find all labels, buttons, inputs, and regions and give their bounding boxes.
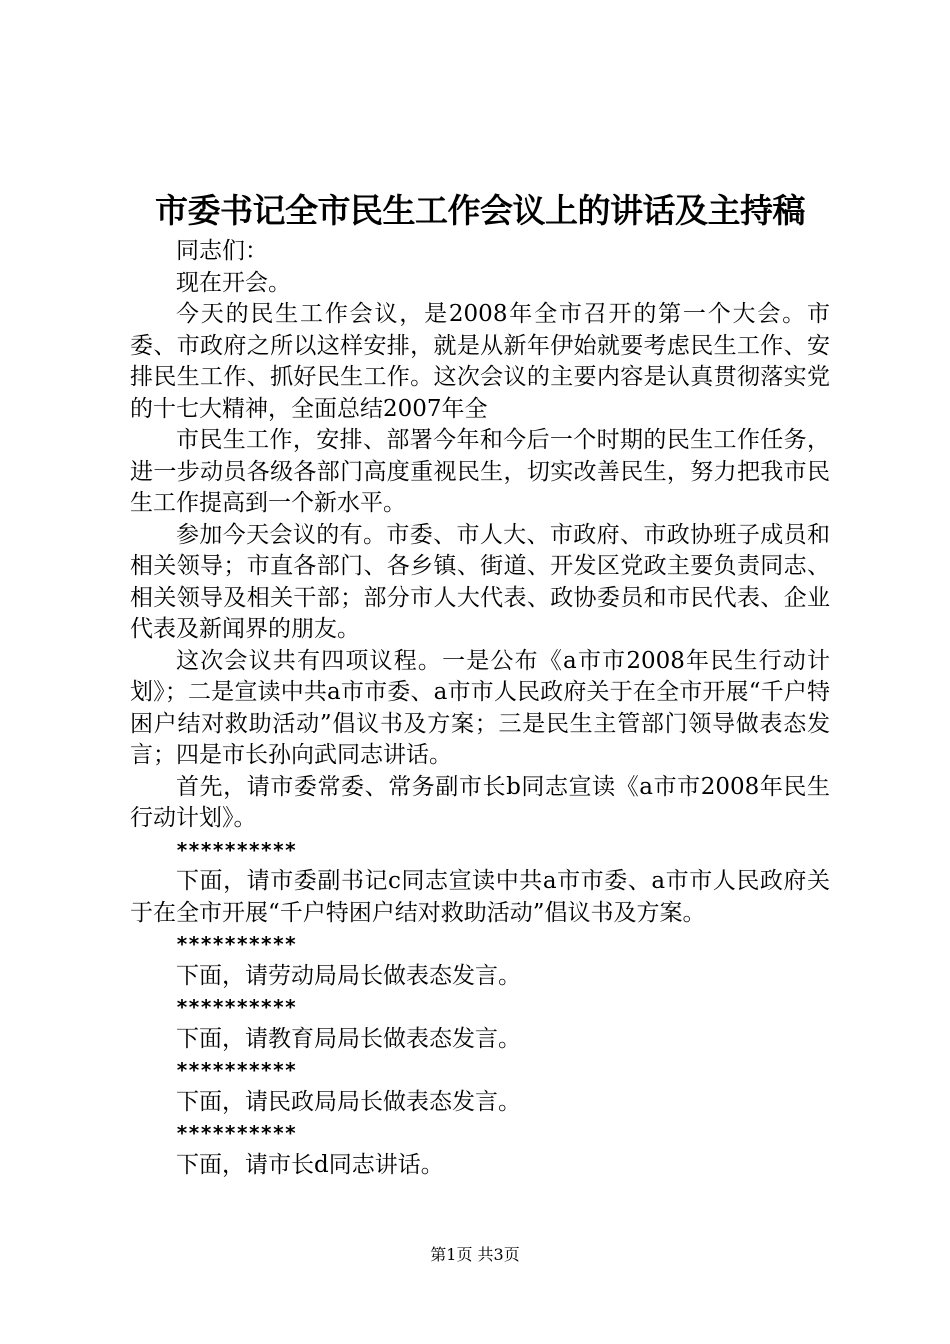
separator-stars: ********** (176, 995, 297, 1019)
separator-stars: ********** (176, 1058, 297, 1082)
paragraph: 参加今天会议的有。市委、市人大、市政府、市政协班子成员和相关领导；市直各部门、各乡镇、街道、开发区党政主要负责同志、相关领导及相关干部；部分市人大代表、政协委员和市民代表、企业代表及新闻界的朋友。 (130, 521, 830, 642)
paragraph: 下面，请市委副书记c同志宣读中共a市市委、a市市人民政府关于在全市开展“千户特困户结对救助活动”倡议书及方案。 (130, 868, 830, 926)
document-title: 市委书记全市民生工作会议上的讲话及主持稿 (155, 191, 805, 230)
salutation: 同志们： (176, 238, 268, 264)
paragraph: 下面，请劳动局局长做表态发言。 (176, 962, 521, 989)
page-footer: 第1页 共3页 (430, 1245, 520, 1264)
paragraph: 今天的民生工作会议，是2008年全市召开的第一个大会。市委、市政府之所以这样安排，就是从新年伊始就要考虑民生工作、安排民生工作、抓好民生工作。这次会议的主要内容是认真贯彻落实党的十七大精神，全面总结2007年全 (130, 301, 830, 422)
separator-stars: ********** (176, 1121, 297, 1145)
paragraph: 下面，请市长d同志讲话。 (176, 1151, 444, 1178)
separator-stars: ********** (176, 837, 297, 862)
paragraph: 首先，请市委常委、常务副市长b同志宣读《a市市2008年民生行动计划》。 (130, 773, 830, 831)
paragraph: 下面，请民政局局长做表态发言。 (176, 1088, 521, 1115)
paragraph: 这次会议共有四项议程。一是公布《a市市2008年民生行动计划》；二是宣读中共a市市委、a市市人民政府关于在全市开展“千户特困户结对救助活动”倡议书及方案；三是民生主管部门领导做表态发言；四是市长孙向武同志讲话。 (130, 647, 830, 768)
separator-stars: ********** (176, 932, 297, 956)
paragraph: 下面，请教育局局长做表态发言。 (176, 1025, 521, 1052)
paragraph: 现在开会。 (176, 269, 291, 296)
document-body (130, 236, 830, 1181)
paragraph: 市民生工作，安排、部署今年和今后一个时期的民生工作任务，进一步动员各级各部门高度重视民生，切实改善民生，努力把我市民生工作提高到一个新水平。 (130, 427, 830, 516)
